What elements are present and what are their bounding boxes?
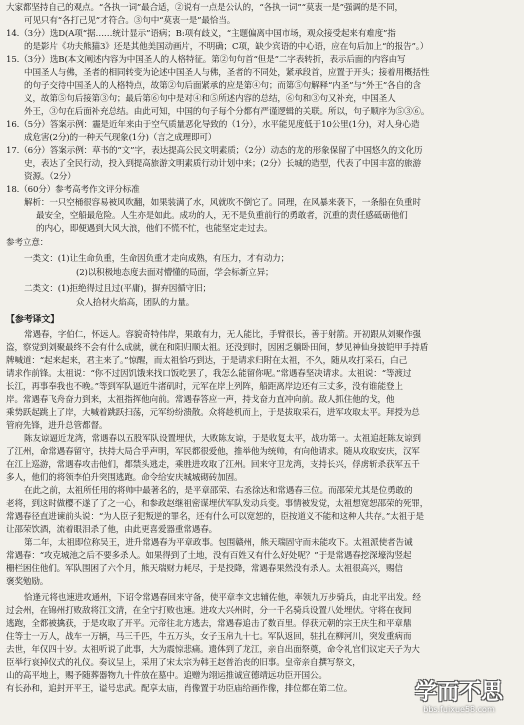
paragraph-line: 褒奖勉励。 bbox=[6, 577, 49, 587]
theme-item: 二类文：(1)拒绝得过且过(平庸)，摒弃因循守旧； bbox=[24, 284, 212, 294]
paragraph-line: 盗，察觉到刘聚最终不会有什么成就，就在和阳归顺太祖。还没到时，因困乏躺卧田间，梦见神仙身披铠甲手持盾 bbox=[6, 343, 429, 353]
text-line: 资源。（2分） bbox=[24, 172, 76, 182]
paragraph-line: 请求作前锋。太祖说：“你不过因饥饿来找口饭吃罢了，我怎么能留你呢。”常遇春坚决请求。太祖说：“等渡过 bbox=[6, 369, 412, 379]
paragraph-line: 了江州，命常遇春留守，扶持大局合乎声明，军民都很爱他，推举他为统帅，有向他请求。随从攻取安庆，汉军 bbox=[6, 447, 420, 457]
paragraph-line: 去世，年仅四十岁。太祖听说了此事，大为震惊悲痛。遗体到了龙江，亲自出面祭奠，命令礼官们议定天子为大 bbox=[6, 645, 420, 655]
text-line: 成危害(2分)的一种天气现象(1分)（言之成理即可） bbox=[24, 133, 217, 143]
paragraph-line: 过会州，在锦州打败敌将江文清，在全宁打败也速。进攻大兴州时，分一千名骑兵设置八处埋伏。守将在夜间 bbox=[6, 606, 412, 616]
answer-18: 18.（60分）参考高考作文评分标准 bbox=[6, 185, 140, 195]
paragraph-line: 让邵荣饮酒，流着眼泪杀了他，由此更喜爱器重常遇春。 bbox=[6, 525, 218, 535]
text-line: 史，表达了全民行动，投入到提高旅游文明素质行动计划中来；(2分）长城的造型，代表了中国丰富的旅游 bbox=[24, 159, 421, 169]
answer-14: 14.（3分）选D(A项“据……统计显示”语病；B:项有歧义，“主题偏离中国市场，观众接受起来有难度”指 bbox=[6, 29, 396, 39]
text-line: 最安全，空船最危险。人生亦是如此。成功的人，无不是负重前行的勇敢者，沉重的责任感砥砺他们 bbox=[36, 211, 408, 221]
text-line: 可见只有“各打己见”才符合。③句中“莫衷一是”最恰当。 bbox=[24, 16, 236, 26]
watermark-logo: 学而不思 bbox=[414, 680, 503, 705]
paragraph-line: 第二年，太祖即位称吴王，进升常遇春为平章政事。包围赣州，熊天瑞固守而未能攻下。太祖派使者告诫 bbox=[24, 538, 413, 548]
translation-heading: 【参考译文】 bbox=[6, 315, 60, 325]
paragraph-line: 栅栏困住他们。军队围困了六个月，熊天瑞财力耗尽，于是投降，常遇春果然没有杀人。太祖很高兴，赐信 bbox=[6, 564, 403, 574]
paragraph-line: 常遇春：“攻克城池之后不要多杀人。如果得到了土地，没有百姓又有什么好处呢？”于是常遇春挖深壕沟竖起 bbox=[6, 551, 412, 561]
text-line: 大家都坚持自己的观点。“各执一词”最合适，②说有一点是公认的，“各执一词”“莫衷一是”强调的是不同， bbox=[6, 3, 403, 13]
paragraph-line: 常遇春，字伯仁，怀远人。容貌奇特伟岸，果敢有力，无人能比，手臂很长，善于射箭。开初跟从刘聚作强 bbox=[24, 330, 421, 340]
text-line: 中国圣人与佛，圣者的相同转变为论述中国圣人与佛，圣者的不同处，紧承段首，应置于开头；接着用概括性 bbox=[24, 68, 430, 78]
paragraph-line: 恰逢元将也速进攻通州，下诏令常遇春回来守备，使平章李文忠辅佐他，率领九万步骑兵，由北平出发。经 bbox=[24, 593, 421, 603]
paragraph-line: 老将，到这时做樱不遂了了之一心，和参政赵继祖密谋埋伏军队发动兵变。事情被发觉，太祖想宽恕邵荣的死罪， bbox=[6, 499, 429, 509]
analysis-text: 解析：一只空桶很容易被风吹翻，如果装满了水，风就吹不倒它了。同理，在风暴来袭下，一条船在负重时 bbox=[24, 198, 421, 208]
site-watermark bbox=[400, 681, 518, 719]
watermark-url: bbs.fuixue58.com bbox=[423, 705, 495, 714]
theme-item: 一类文：(1)让生命负重，生命因负重才走向成熟，有压力，才有动力； bbox=[24, 254, 290, 264]
answer-17: 17.（6分）答案示例：草书的“文”字，表达提高公民文明素质；（2分）动态的龙的形象保留了中国悠久的文化历 bbox=[6, 146, 423, 156]
paragraph-line: 多人，他们的将领李伯升突围逃跑。命令给安庆城城砌砖加固。 bbox=[6, 473, 243, 483]
paragraph-line: 常遇春径直进谏前头说：“为人臣子犯叛逆的罪名，还有什么可以宽恕的，臣按道义不能和这种人共存。”太祖于是 bbox=[6, 512, 424, 522]
paragraph-line: 陈友谅逼近龙湾，常遇春以五股军队设置埋伏，大败陈友谅，于是收复太平，战功第一。太祖追赶陈友谅到 bbox=[24, 434, 421, 444]
paragraph-line: 有长孙和，追封开平王，谥号忠武。配享太庙，肖像置于功臣庙给画作像，排位都在第二位。 bbox=[6, 684, 353, 694]
text-line: 的句子交待中国圣人的人格特点，故第②句后面紧承的应是第④句；而第⑤句解释“内圣”与“外王”各自的含 bbox=[24, 81, 421, 91]
answer-16: 16.（5分）答案示例：霾是近年来由于空气质量恶化导致的（1分），水平能见度低于10公里(1分)，对人身心造 bbox=[6, 120, 420, 130]
text-line: 的是影片《功夫熊猫3》还是其他美国动画片，不明确；C项，缺少宾语的中心语，应在句后加上“的报告”。） bbox=[24, 42, 429, 52]
paragraph-line: 乘势跃起跳上了岸，大喊着跳跃扫荡，元军纷纷溃散。众将趁机而上，于是拔取采石，进军攻取太平。拜授为总 bbox=[6, 408, 420, 418]
theme-item: (2)以积极地态度去面对懵懂的局面，学会标新立异； bbox=[76, 268, 274, 278]
paragraph-line: 在江上巡游，常遇春攻击他们，都禁头逃走，乘胜进攻取了江州。回来守卫龙湾，支持长兴，俘虏斩杀获军五千 bbox=[6, 460, 420, 470]
paragraph-line: 住等士一万人，战车一万辆，马三千匹，牛五万头，女子玉帛九十七。军队返回，驻扎在柳河川，突发重病而 bbox=[6, 632, 412, 642]
paragraph-line: 在此之前，太祖所任用的将帅中最著名的，是平章邵荣、右丞徐达和常遇春三位。而邵荣尤其是位勇敢的 bbox=[24, 486, 413, 496]
text-line: 义，故第⑤句后接第③句；最后第⑥句中是对④和⑤所述内容的总结，⑥句和③句又补充，中国圣人 bbox=[24, 94, 396, 104]
text-line: 的内心，即便遇到大风大浪，他们不慌不忙，也能坚定走过去。 bbox=[36, 224, 273, 234]
theme-item: 众人拾材火焰高，团队的力量。 bbox=[76, 298, 195, 308]
paragraph-line: 山的高平地上，赐予随葬器物九十件放在墓中。追赠为翊运推诚宣德靖远功臣开国公。 bbox=[6, 671, 327, 681]
answer-15: 15.（3分）选B(本文阐述内容为中国圣人的人格特征。第②句句首“但是”二字表转折，表示后面的内容由写 bbox=[6, 55, 406, 65]
paragraph-line: 长江，再事奉我也不晚。”等到军队逼近牛渚矶时，元军在岸上列阵，船距离岸边还有三丈多，没有谁能登上 bbox=[6, 382, 403, 392]
paragraph-line: 管府先锋，进升总管都督。 bbox=[6, 421, 108, 431]
text-line: 外王，③句在后面补充总结。由此可知，中国的句子每个分都有严谨逻辑的关联。所以，句子顺序为⑤③⑥。 bbox=[24, 107, 430, 117]
paragraph-line: 臣举行哀掉仪式的礼仪。奏议呈上，采用了宋太宗为韩王赵普治丧的旧事。皇帝亲自撰写祭文， bbox=[6, 658, 361, 668]
paragraph-line: 逃跑，全都被擒获，于是攻取了开平。元帝往北方逃去，常遇春追击了数百里。俘获元朝的宗王庆生和平章鼎 bbox=[6, 619, 412, 629]
paragraph-line: 牌喊道：“起来起来，君主来了。”惊醒，而太祖恰巧到达，于是请求归附在太祖，不久，随从攻打采石，白己 bbox=[6, 356, 408, 366]
section-heading: 参考立意： bbox=[6, 238, 49, 248]
paragraph-line: 岸。常遇春飞舟奋力到来，太祖指挥他向前。常遇春答应一声，持戈奋力直冲向前。敌人抓住他的戈，他 bbox=[6, 395, 395, 405]
